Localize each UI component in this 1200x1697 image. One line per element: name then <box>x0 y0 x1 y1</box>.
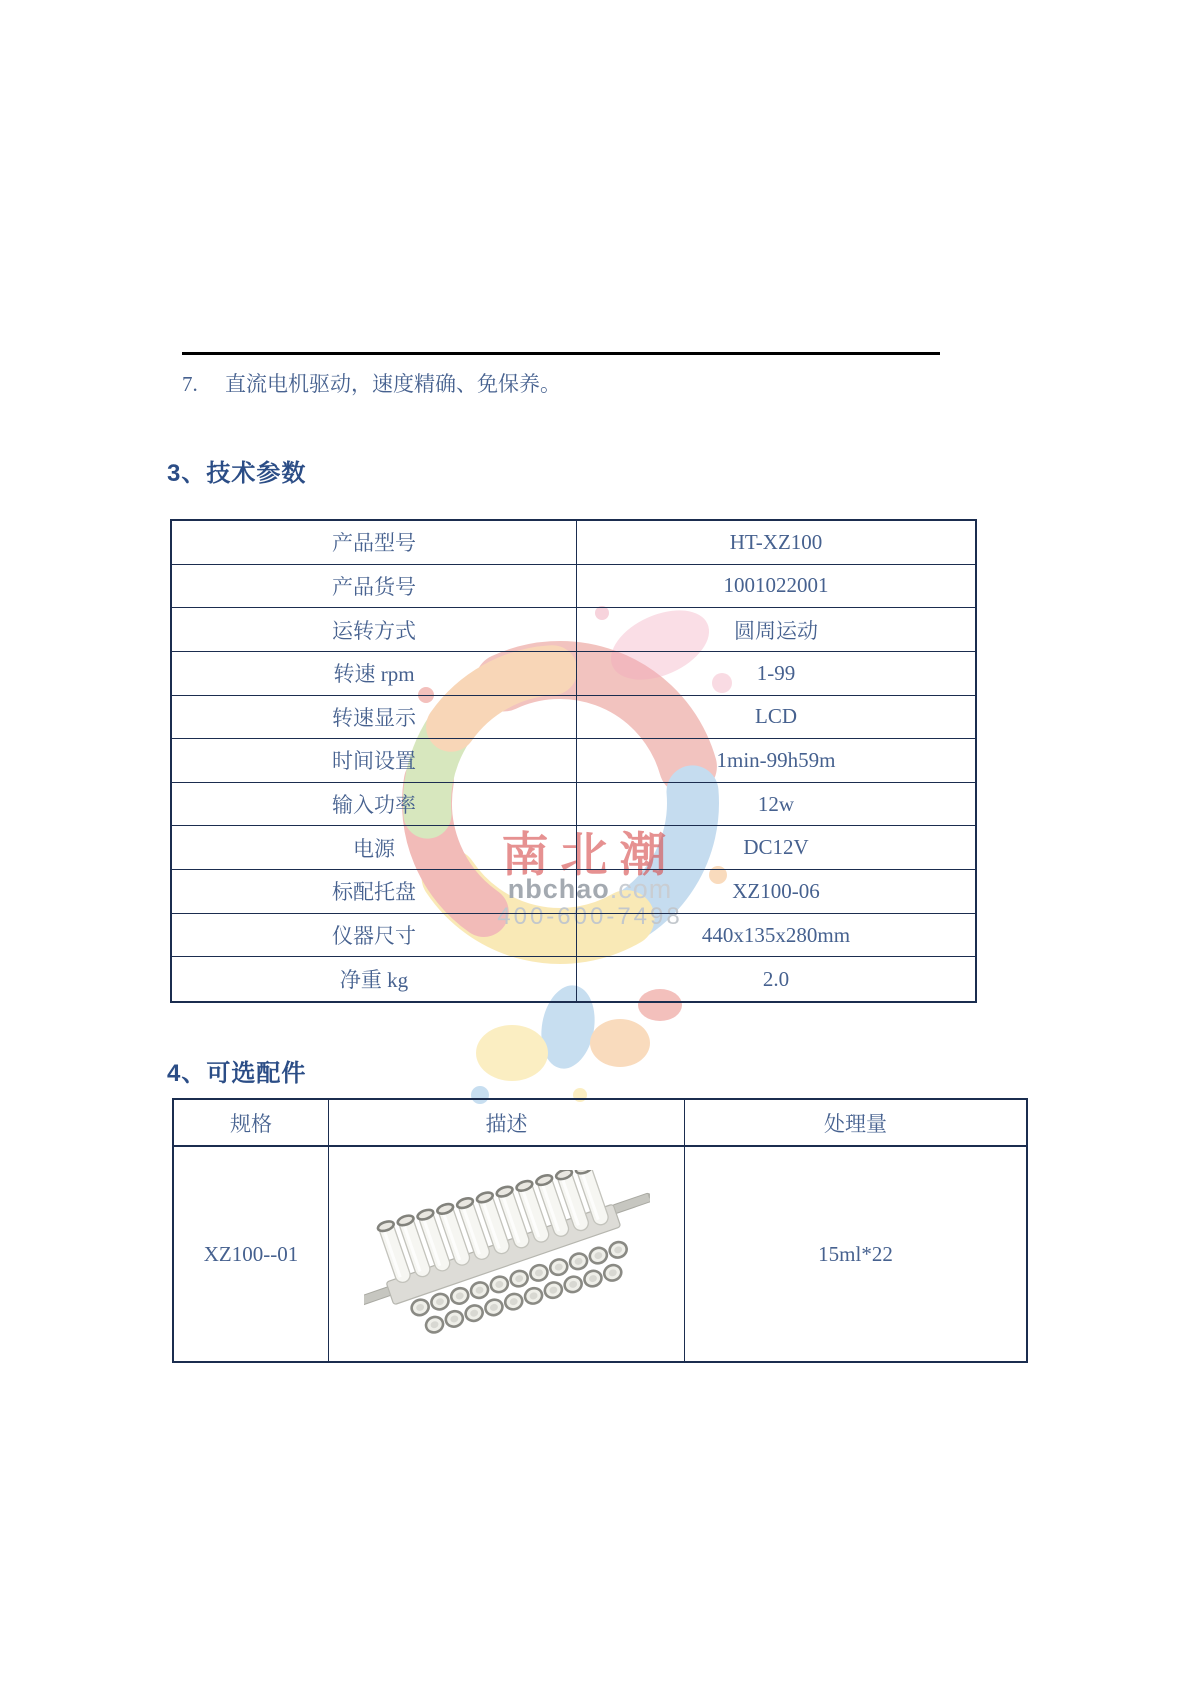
section-heading-accessories: 4、可选配件 <box>167 1060 307 1087</box>
accessory-table <box>172 1098 1028 1363</box>
spec-label: 运转方式 <box>172 608 577 652</box>
spec-value: DC12V <box>577 826 975 870</box>
spec-label: 净重 kg <box>172 957 577 1001</box>
spec-label: 标配托盘 <box>172 870 577 914</box>
spec-table <box>170 519 977 1003</box>
spec-label: 输入功率 <box>172 783 577 827</box>
spec-label: 产品型号 <box>172 521 577 565</box>
accessory-col-header-spec: 规格 <box>174 1100 329 1147</box>
accessory-spec-value: XZ100--01 <box>174 1147 329 1361</box>
feature-list-item-7 <box>182 368 942 398</box>
spec-value: 12w <box>577 783 975 827</box>
spec-label: 转速 rpm <box>172 652 577 696</box>
spec-value: 440x135x280mm <box>577 914 975 958</box>
spec-value: 2.0 <box>762 966 790 991</box>
accessory-col-header-description: 描述 <box>329 1100 685 1147</box>
section-heading-tech-params: 3、技术参数 <box>167 460 307 487</box>
spec-value: 1min-99h59m <box>577 739 975 783</box>
accessory-description-cell <box>329 1147 685 1361</box>
spec-label: 转速显示 <box>172 696 577 740</box>
feature-item-number: 7. <box>182 372 198 396</box>
header-rule <box>182 352 940 355</box>
spec-label: 时间设置 <box>172 739 577 783</box>
spec-value: HT-XZ100 <box>577 521 975 565</box>
tube-rotator-rack-photo <box>364 1170 650 1338</box>
watermark-brand-text: 南北潮 <box>501 830 679 882</box>
spec-value: LCD <box>577 696 975 740</box>
spec-value: 1001022001 <box>577 565 975 609</box>
feature-item-text: 直流电机驱动，速度精确、免保养。 <box>225 372 561 396</box>
spec-value: XZ100-06 <box>577 870 975 914</box>
watermark-domain-suffix: .com <box>609 874 673 904</box>
spec-value: 圆周运动 <box>577 608 975 652</box>
spec-label: 产品货号 <box>172 565 577 609</box>
accessory-col-header-capacity: 处理量 <box>685 1100 1026 1147</box>
spec-value: 1-99 <box>577 652 975 696</box>
accessory-capacity-value: 15ml*22 <box>818 1241 893 1266</box>
spec-label: 电源 <box>172 826 577 870</box>
spec-label: 仪器尺寸 <box>172 914 577 958</box>
watermark-domain-name: nbchao <box>507 874 610 904</box>
watermark-phone-text: 400-600-7498 <box>497 903 683 930</box>
